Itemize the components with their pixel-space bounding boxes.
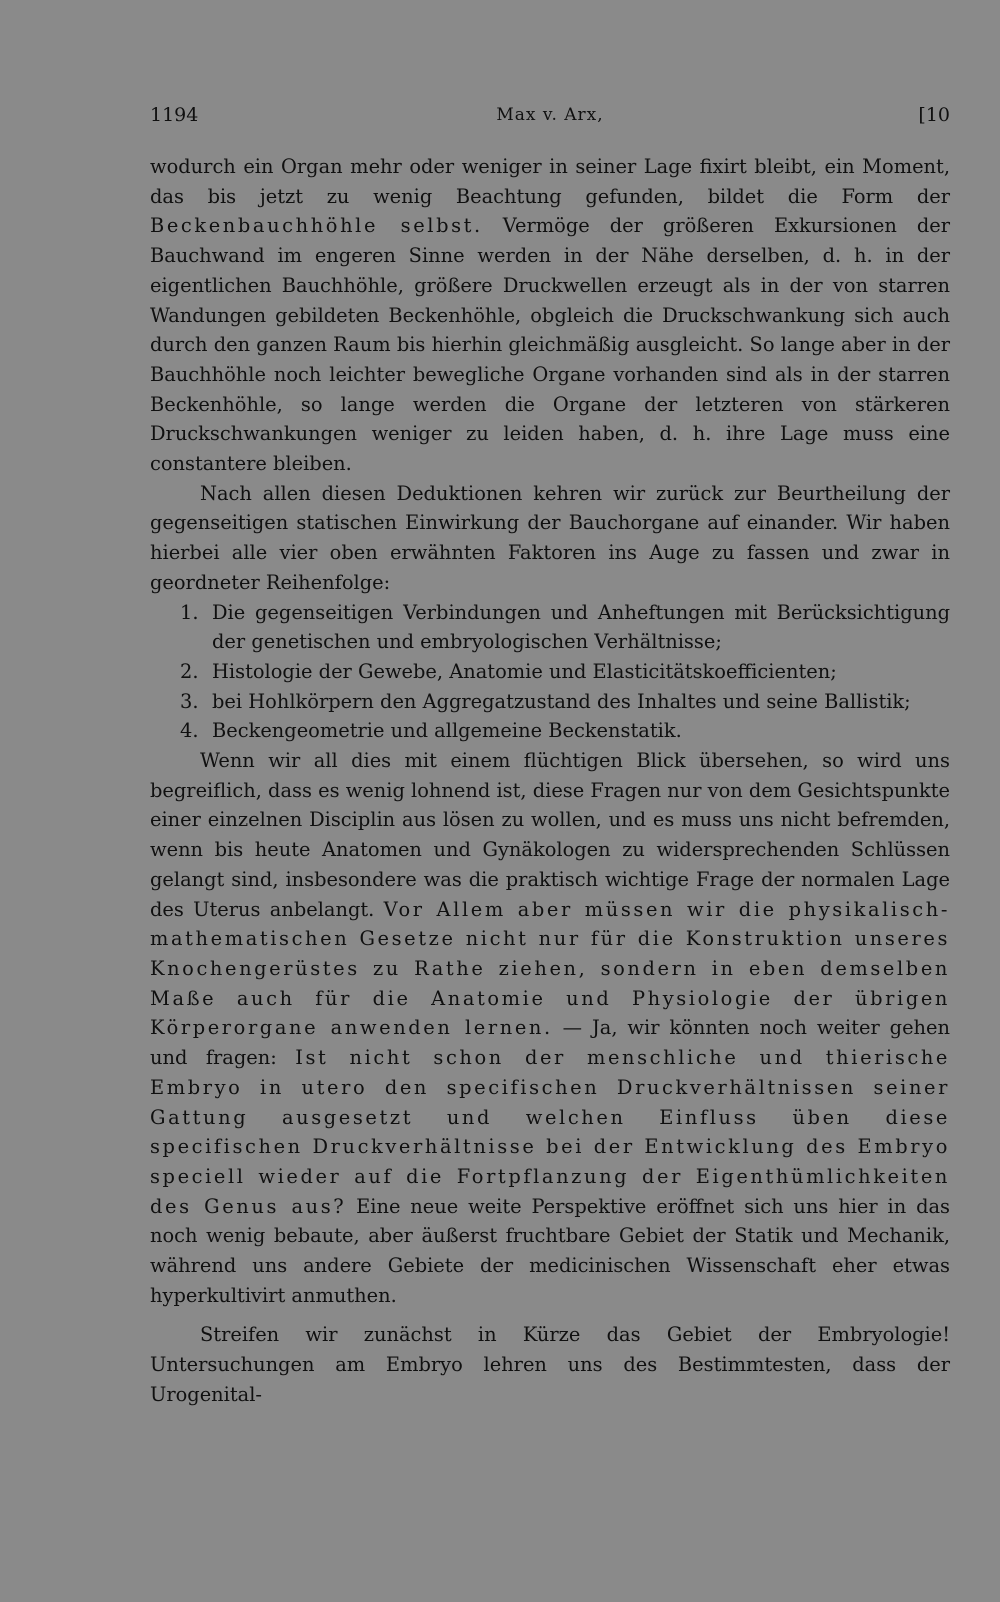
paragraph-gap — [150, 1310, 950, 1320]
book-page — [150, 100, 950, 1410]
list-item-number: 1. — [180, 600, 199, 624]
paragraph-3-emphasis: Vor Allem aber müssen wir die physikalisch-mathematischen Gesetze nicht nur für die Konstruktion unseres Knochengerüstes zu Rathe ziehen, sondern in eben demselben Maße auch für die Anatomie und Physiologie der übrigen Körperorgane anwenden lernen. — [150, 897, 950, 1040]
paragraph-3-emphasis-2: Ist nicht schon der menschliche und thierische Embryo in utero den specifischen Druckverhältnissen seiner Gattung ausgesetzt und welchen Einfluss üben diese specifischen Druckverhältnisse bei der Entwicklung des Embryo speciell wieder auf die Fortpflanzung der Eigenthümlichkeiten des Genus aus? — [150, 1046, 950, 1218]
body-text — [150, 152, 950, 1410]
paragraph-3-text-c: Eine neue weite Perspektive eröffnet sich uns hier in das noch wenig bebaute, aber äußerst fruchtbare Gebiet der Statik und Mechanik, während uns andere Gebiete der medicinischen Wissenschaft eher etwas hyperkultivirt anmuthen. — [150, 1194, 950, 1307]
paragraph-3-text-b: — Ja, wir könnten noch weiter gehen und fragen: — [150, 1016, 950, 1070]
paragraph-1 — [150, 152, 950, 479]
list-item-text: Beckengeometrie und allgemeine Beckenstatik. — [212, 719, 682, 743]
list-item-text: Die gegenseitigen Verbindungen und Anheftungen mit Berücksichtigung der genetischen und embryologischen Verhältnisse; — [212, 600, 950, 654]
list-item-text: bei Hohlkörpern den Aggregatzustand des Inhaltes und seine Ballistik; — [212, 689, 911, 713]
list-item — [150, 716, 950, 746]
running-header — [150, 100, 950, 130]
list-item — [150, 687, 950, 717]
list-item-number: 3. — [180, 689, 199, 713]
paragraph-1-emphasis: Beckenbauchhöhle selbst. — [150, 214, 483, 238]
list-item-number: 4. — [180, 719, 199, 743]
running-title: Max v. Arx, — [496, 105, 604, 125]
factor-list — [150, 598, 950, 747]
paragraph-3-text-a: Wenn wir all dies mit einem flüchtigen Blick übersehen, so wird uns begreiflich, dass es wenig lohnend ist, diese Fragen nur von dem Gesichtspunkte einer einzelnen Disciplin aus lösen zu wollen, und es muss uns nicht befremden, wenn bis heute Anatomen und Gynäkologen zu widersprechenden Schlüssen gelangt sind, insbesondere was die praktisch wichtige Frage der normalen Lage des Uterus anbelangt. — [150, 749, 950, 921]
paragraph-2: Nach allen diesen Deduktionen kehren wir zurück zur Beurtheilung der gegenseitigen statischen Einwirkung der Bauchorgane auf einander. Wir haben hierbei alle vier oben erwähnten Faktoren ins Auge zu fassen und zwar in geordneter Reihenfolge: — [150, 481, 950, 594]
paragraph-3 — [150, 746, 950, 1310]
list-item-text: Histologie der Gewebe, Anatomie und Elasticitätskoefficienten; — [212, 659, 837, 683]
paragraph-1-text-b: Vermöge der größeren Exkursionen der Bauchwand im engeren Sinne werden in der Nähe derselben, d. h. in der eigentlichen Bauchhöhle, größere Druckwellen erzeugt als in der von starren Wandungen gebildeten Beckenhöhle, obgleich die Druckschwankung sich auch durch den ganzen Raum bis hierhin gleichmäßig ausgleicht. So lange aber in der Bauchhöhle noch leichter bewegliche Organe vorhanden sind als in der starren Beckenhöhle, so lange werden die Organe der letzteren von stärkeren Druckschwankungen weniger zu leiden haben, d. h. ihre Lage muss eine constantere bleiben. — [150, 214, 950, 476]
paragraph-1-text-a: wodurch ein Organ mehr oder weniger in seiner Lage fixirt bleibt, ein Moment, das bis jetzt zu wenig Beachtung gefunden, bildet die Form der — [150, 155, 950, 208]
page-number: 1194 — [150, 104, 199, 126]
list-item — [150, 657, 950, 687]
list-item — [150, 598, 950, 657]
list-item-number: 2. — [180, 659, 199, 683]
section-marker: [10 — [918, 104, 950, 126]
paragraph-4: Streifen wir zunächst in Kürze das Gebiet der Embryologie! Untersuchungen am Embryo lehren uns des Bestimmtesten, dass der Urogenital- — [150, 1323, 950, 1406]
